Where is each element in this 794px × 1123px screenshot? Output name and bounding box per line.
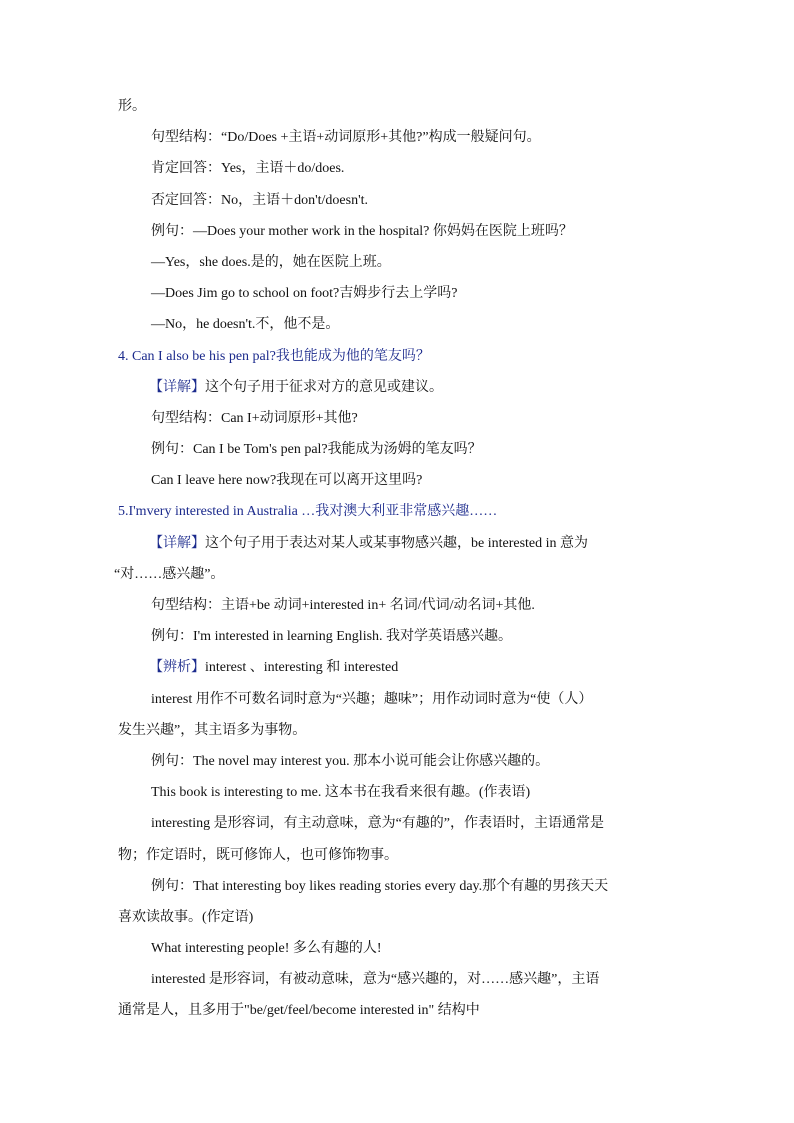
- section-heading-4: 4. Can I also be his pen pal?我也能成为他的笔友吗？: [118, 348, 430, 364]
- text-line: 例句：I'm interested in learning English. 我对学英语感兴趣。: [151, 629, 513, 645]
- text-line: —Does Jim go to school on foot?吉姆步行去上学吗?: [151, 286, 458, 302]
- text-line: 通常是人，且多用于"be/get/feel/become interested in" 结构中: [118, 1003, 480, 1019]
- text-line: 例句：That interesting boy likes reading stories every day.那个有趣的男孩天天: [151, 878, 609, 894]
- text-line: Can I leave here now?我现在可以离开这里吗?: [151, 473, 423, 489]
- text-line: This book is interesting to me. 这本书在我看来很有趣。(作表语): [151, 785, 531, 801]
- text-line: interesting 是形容词，有主动意味，意为“有趣的”，作表语时，主语通常是: [151, 816, 605, 832]
- text-line: 否定回答：No，主语＋don't/doesn't.: [151, 192, 368, 208]
- text-line: 形。: [118, 99, 146, 114]
- text-line: interested 是形容词，有被动意味，意为“感兴趣的，对……感兴趣”，主语: [151, 972, 600, 988]
- text-line: 句型结构：主语+be 动词+interested in+ 名词/代词/动名词+其他.: [151, 598, 535, 613]
- text-line: 例句：Can I be Tom's pen pal?我能成为汤姆的笔友吗？: [151, 442, 482, 458]
- text-line: interest 用作不可数名词时意为“兴趣；趣味”；用作动词时意为“使（人）: [151, 691, 593, 707]
- detail-tag: 【详解】: [149, 379, 205, 395]
- text-line: 喜欢读故事。(作定语): [118, 909, 254, 925]
- analysis-tag: 【辨析】: [149, 660, 205, 676]
- text-line: What interesting people! 多么有趣的人!: [151, 941, 382, 957]
- section-heading-5: 5.I'mvery interested in Australia …我对澳大利亚非常感兴趣……: [118, 504, 498, 520]
- text-line: —No，he doesn't.不，他不是。: [151, 317, 340, 333]
- text-line: 【详解】这个句子用于表达对某人或某事物感兴趣，be interested in 意为: [149, 535, 589, 551]
- text-line: —Yes，she does.是的，她在医院上班。: [151, 254, 391, 270]
- text-line: 肯定回答：Yes，主语＋do/does.: [151, 161, 345, 177]
- detail-tag: 【详解】: [149, 535, 205, 551]
- text-line: 发生兴趣”，其主语多为事物。: [118, 722, 307, 738]
- text-line: 物；作定语时，既可修饰人，也可修饰物事。: [118, 847, 398, 863]
- text-line: 例句：The novel may interest you. 那本小说可能会让你感兴趣的。: [151, 753, 550, 769]
- text-line: 句型结构：“Do/Does +主语+动词原形+其他?”构成一般疑问句。: [151, 130, 541, 146]
- text-line: 【辨析】interest 、interesting 和 interested: [149, 660, 399, 676]
- text-line: “对……感兴趣”。: [114, 566, 225, 582]
- document-body: [114, 94, 678, 1030]
- text-line: 句型结构：Can I+动词原形+其他?: [151, 410, 358, 426]
- text-line: 【详解】这个句子用于征求对方的意见或建议。: [149, 379, 443, 395]
- text-line: 例句：—Does your mother work in the hospital? 你妈妈在医院上班吗？: [151, 223, 573, 239]
